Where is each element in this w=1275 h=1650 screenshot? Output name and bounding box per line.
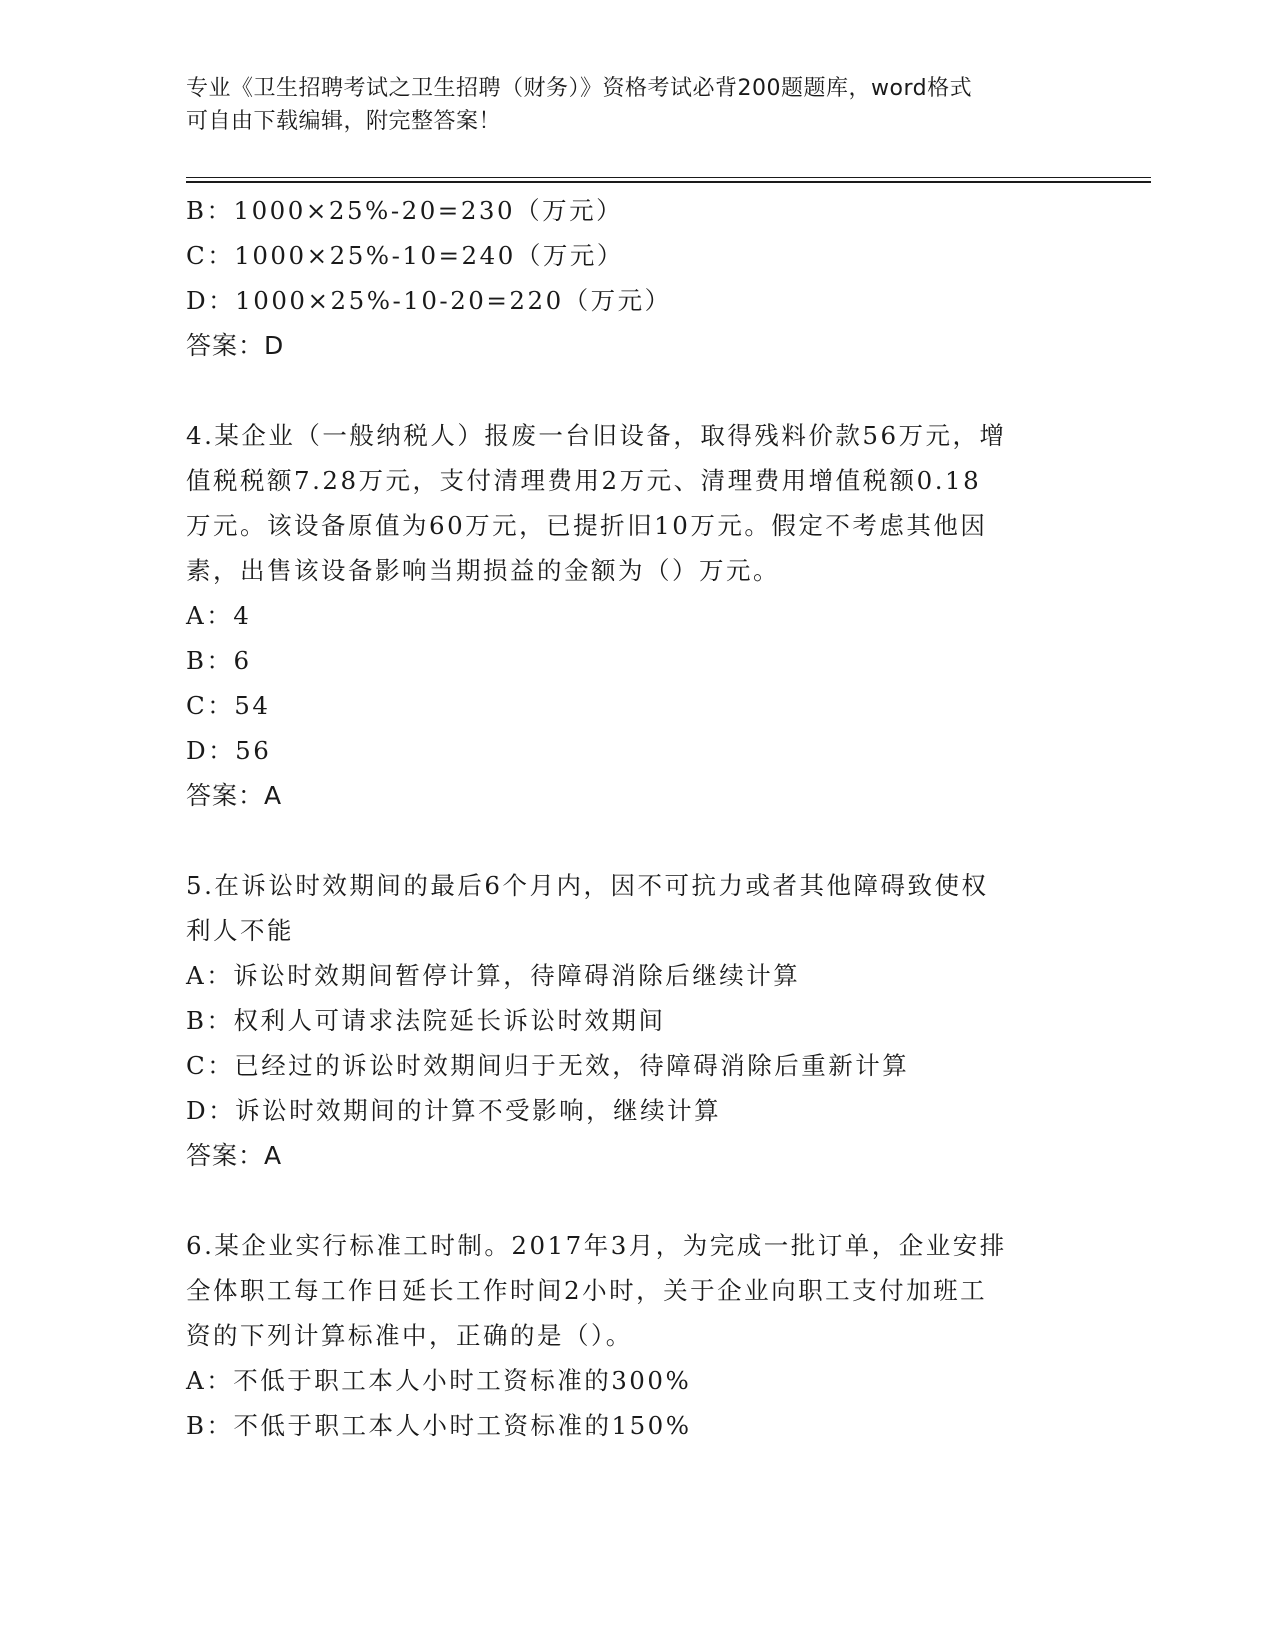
answer-label: 答案：D xyxy=(186,331,285,360)
option-d: D：56 xyxy=(186,736,272,765)
header-title-line-1: 专业《卫生招聘考试之卫生招聘（财务）》资格考试必背200题题库，word格式 xyxy=(186,76,973,101)
question-4 xyxy=(186,413,1086,818)
option-c: C：1000×25%-10=240（万元） xyxy=(186,241,624,270)
option-c: C：54 xyxy=(186,691,271,720)
option-a: A：不低于职工本人小时工资标准的300% xyxy=(186,1366,692,1395)
spacer xyxy=(186,368,1086,413)
option-c: C：已经过的诉讼时效期间归于无效，待障碍消除后重新计算 xyxy=(186,1051,910,1080)
option-b: B：6 xyxy=(186,646,252,675)
option-b: B：不低于职工本人小时工资标准的150% xyxy=(186,1411,692,1440)
question-text-line: 5.在诉讼时效期间的最后6个月内，因不可抗力或者其他障碍致使权 xyxy=(186,871,989,900)
option-b: B：1000×25%-20=230（万元） xyxy=(186,196,624,225)
header-divider-thick xyxy=(186,181,1151,183)
question-text-line: 4.某企业（一般纳税人）报废一台旧设备，取得残料价款56万元，增 xyxy=(186,421,1007,450)
question-text-line: 资的下列计算标准中，正确的是（）。 xyxy=(186,1321,633,1350)
question-text-line: 值税税额7.28万元，支付清理费用2万元、清理费用增值税额0.18 xyxy=(186,466,982,495)
header-divider-thin xyxy=(186,177,1151,178)
answer-label: 答案：A xyxy=(186,781,283,810)
document-header xyxy=(186,72,1066,138)
answer-label: 答案：A xyxy=(186,1141,283,1170)
question-text-line: 6.某企业实行标准工时制。2017年3月，为完成一批订单，企业安排 xyxy=(186,1231,1007,1260)
question-5 xyxy=(186,863,1086,1178)
document-body xyxy=(186,188,1086,1448)
spacer xyxy=(186,1178,1086,1223)
question-6 xyxy=(186,1223,1086,1448)
question-text-line: 全体职工每工作日延长工作时间2小时，关于企业向职工支付加班工 xyxy=(186,1276,988,1305)
question-3-fragment xyxy=(186,188,1086,368)
question-text-line: 素，出售该设备影响当期损益的金额为（）万元。 xyxy=(186,556,780,585)
option-a: A：4 xyxy=(186,601,252,630)
option-b: B：权利人可请求法院延长诉讼时效期间 xyxy=(186,1006,666,1035)
option-a: A：诉讼时效期间暂停计算，待障碍消除后继续计算 xyxy=(186,961,801,990)
option-d: D：诉讼时效期间的计算不受影响，继续计算 xyxy=(186,1096,722,1125)
spacer xyxy=(186,818,1086,863)
option-d: D：1000×25%-10-20=220（万元） xyxy=(186,286,672,315)
question-text-line: 利人不能 xyxy=(186,916,294,945)
header-title-line-2: 可自由下载编辑，附完整答案！ xyxy=(186,109,502,134)
question-text-line: 万元。该设备原值为60万元，已提折旧10万元。假定不考虑其他因 xyxy=(186,511,988,540)
